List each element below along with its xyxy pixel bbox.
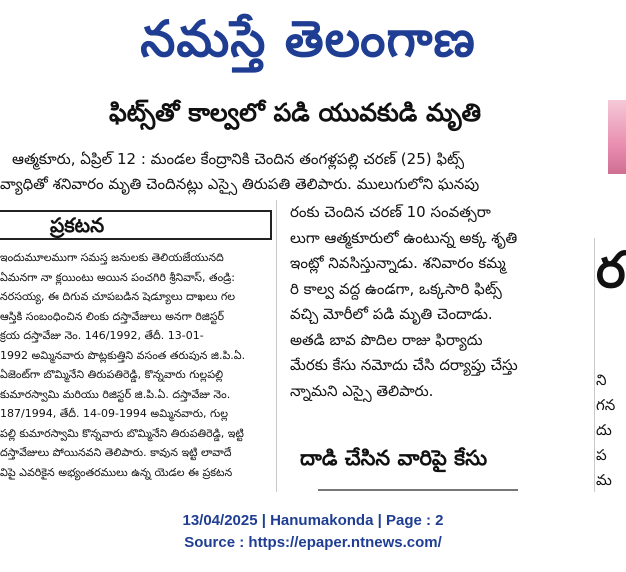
date-edition-page: 13/04/2025 | Hanumakonda | Page : 2 [182,512,444,529]
side-line: ప [596,446,607,464]
body-line: లుగా ఆత్మకూరులో ఉంటున్న అక్క శృతి [290,228,518,247]
notice-body [0,248,268,492]
notice-line: పల్లి కుమారస్వామి కొన్నవారు బొమ్మినేని తిరుపతిరెడ్డి, ఇట్టి [0,426,244,440]
column-divider [276,200,277,492]
body-line: ఇంట్లో నివసిస్తున్నాడు. శనివారం కమ్మ [290,254,506,272]
notice-title: ప్రకటన [0,210,272,240]
cut-off-text-fragment [318,486,518,492]
lead-line: ఆత్మకూరు, ఏప్రిల్ 12 : మండల కేంద్రానికి చెందిన తంగళ్లపల్లి చరణ్ (25) ఫిట్స్ [12,150,465,168]
notice-line: 1992 అమ్మినవారు పొట్లకుత్తిని వసంత తరుపున జి.పి.ఏ. [0,348,246,362]
side-text-fragment [596,368,626,492]
body-line: న్నామని ఎస్సై తెలిపారు. [290,381,434,400]
body-line: రంకు చెందిన చరణ్ 10 సంవత్సరా [290,203,491,221]
lead-line: వ్యాధితో శనివారం మృతి చెందినట్లు ఎస్సై తిరుపతి తెలిపారు. ములుగులోని ఘనపు [0,175,480,193]
second-headline: దాడి చేసిన వారిపై కేసు [300,446,488,470]
side-column-divider [594,238,595,492]
newspaper-clipping [0,88,626,492]
masthead [0,0,626,78]
notice-line: ఏమనగా నా క్లయింటు అయిన పంచగిరి శ్రీనివాస్, తండ్రి: [0,270,236,284]
side-line: ని [596,371,607,389]
body-line: అతడి బావ పొదిల రాజు ఫిర్యాదు [290,330,483,349]
source-url: Source : https://epaper.ntnews.com/ [184,534,442,551]
side-line: గన [596,396,616,414]
notice-line: నరసయ్య, ఈ దిగువ చూపబడిన షెడ్యూలు దాఖలు గల [0,290,236,303]
notice-line: 187/1994, తేదీ. 14-09-1994 అమ్మినవారు, గుల్ల [0,407,229,420]
notice-line: ఇందుమూలముగా సమస్త జనులకు తెలియజేయునది [0,251,224,264]
notice-line: విపై ఎవరికైన అభ్యంతరములు ఉన్న యెడల ఈ ప్రకటన [0,465,233,479]
side-headline-fragment: ర [596,241,626,299]
side-line: దు [596,421,612,439]
article-lead [0,147,572,197]
notice-line: ఆస్తికి సంబంధించిన లింకు దస్తావేజులు అనగా రిజిస్టర్ [0,309,225,323]
notice-line: కుమారస్వామి మరియు రిజిస్టర్ జి.పి.ఏ. దస్తావేజు నెం. [0,387,231,401]
article-headline: ఫిట్స్‌తో కాల్వలో పడి యువకుడి మృతి [109,98,481,127]
body-line: మేరకు కేసు నమోదు చేసి దర్యాప్తు చేస్తు [290,356,518,374]
newspaper-logo-title: నమస్తే తెలంగాణ [140,10,476,68]
side-line: మ [596,471,612,489]
notice-line: ఏజెంట్‌గా బొమ్మినేని తిరుపతిరెడ్డి, కొన్నవారు గుల్లపల్లి [0,368,224,381]
side-photo-fragment [608,100,626,174]
notice-line: క్రయ దస్తావేజు నెం. 146/1992, తేదీ. 13-01- [0,329,204,342]
notice-line: దస్తావేజులు పోయినవని తెలిపారు. కావున ఇట్టి లావాదే [0,446,232,459]
source-footer [0,510,626,554]
article-body [290,200,600,404]
body-line: వచ్చి మోరీలో పడి మృతి చెందాడు. [290,305,493,323]
body-line: రి కాల్వ వద్ద ఉండగా, ఒక్కసారి ఫిట్స్ [290,279,502,298]
